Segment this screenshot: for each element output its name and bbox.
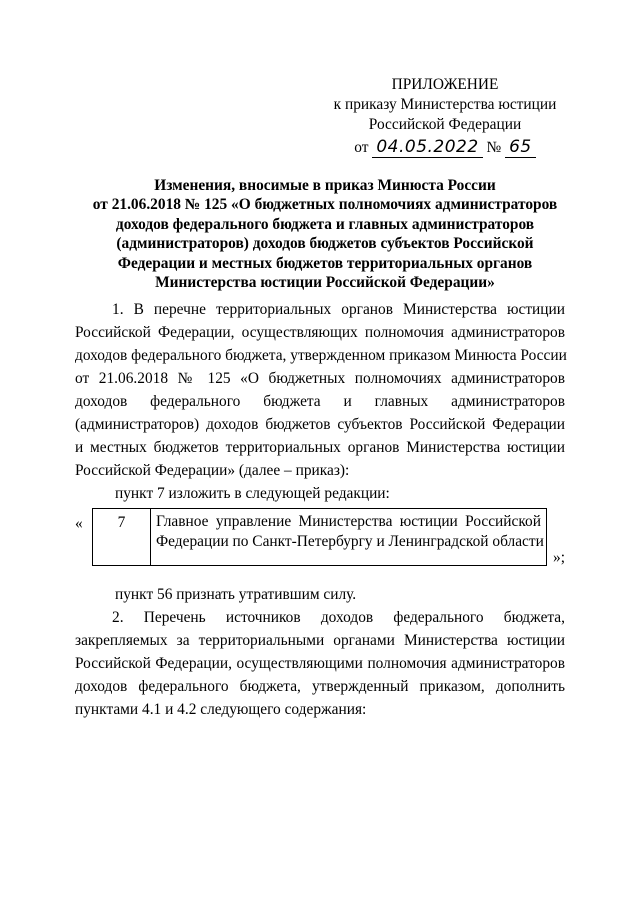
title-line: от 21.06.2018 № 125 «О бюджетных полномочиях администраторов [92,196,558,214]
attachment-order-line: к приказу Министерства юстиции [333,96,557,113]
closing-quote: »; [553,549,565,566]
paragraph-line: (администраторов) доходов бюджетов субъектов Российской Федерации [75,416,565,433]
amendment-table-block [75,507,575,583]
paragraph-line: и местных бюджетов территориальных органов Министерства юстиции [75,439,565,456]
paragraph-line: Российской Федерации» (далее – приказ): [75,462,350,479]
number-label: № [486,139,502,156]
from-label: от [354,139,369,156]
row-text-line: Главное управление Министерства юстиции Российской [156,513,541,530]
attachment-date-number-line [320,137,570,158]
attachment-header: ПРИЛОЖЕНИЕ [391,76,499,93]
title-line: Изменения, вносимые в приказ Минюста России [154,177,496,194]
document-body [75,298,575,721]
attachment-federation-line: Российской Федерации [368,116,522,133]
paragraph-line: пунктами 4.1 и 4.2 следующего содержания: [75,701,367,718]
amendment-table [92,508,547,566]
row-number-cell: 7 [93,509,151,566]
opening-quote: « [75,515,83,532]
handwritten-number: 65 [505,137,536,158]
title-line: Министерства юстиции Российской Федерации» [155,274,495,292]
attachment-block [320,75,570,158]
paragraph-1 [75,298,575,482]
document-title [75,176,575,292]
paragraph-line: доходов федерального бюджета, утвержденном приказом Минюста России [75,347,567,364]
paragraph-line: от 21.06.2018 № 125 «О бюджетных полномочиях администраторов [75,370,565,387]
row-text-line: Федерации по Санкт-Петербургу и Ленинградской области [156,532,544,550]
paragraph-line: доходов федерального бюджета и главных администраторов [75,393,565,410]
row-text-cell [151,509,547,566]
paragraph-line: Российской Федерации, осуществляющими полномочия администраторов [75,655,565,672]
paragraph-line: доходов федерального бюджета, утвержденный приказом, дополнить [75,678,565,695]
table-row [93,509,547,566]
point-7-instruction: пункт 7 изложить в следующей редакции: [115,485,390,502]
title-line: Федерации и местных бюджетов территориальных органов [117,254,533,272]
paragraph-line: 1. В перечне территориальных органов Министерства юстиции [112,301,565,318]
title-line: (администраторов) доходов бюджетов субъектов Российской [116,235,534,253]
paragraph-line: Российской Федерации, осуществляющих полномочия администраторов [75,324,565,341]
point-56-instruction: пункт 56 признать утратившим силу. [115,586,357,603]
paragraph-2 [75,606,575,721]
paragraph-line: 2. Перечень источников доходов федерального бюджета, [112,609,565,626]
title-line: доходов федерального бюджета и главных администраторов [115,215,535,233]
handwritten-date: 04.05.2022 [372,137,482,158]
paragraph-line: закрепляемых за территориальными органами Министерства юстиции [75,632,565,649]
